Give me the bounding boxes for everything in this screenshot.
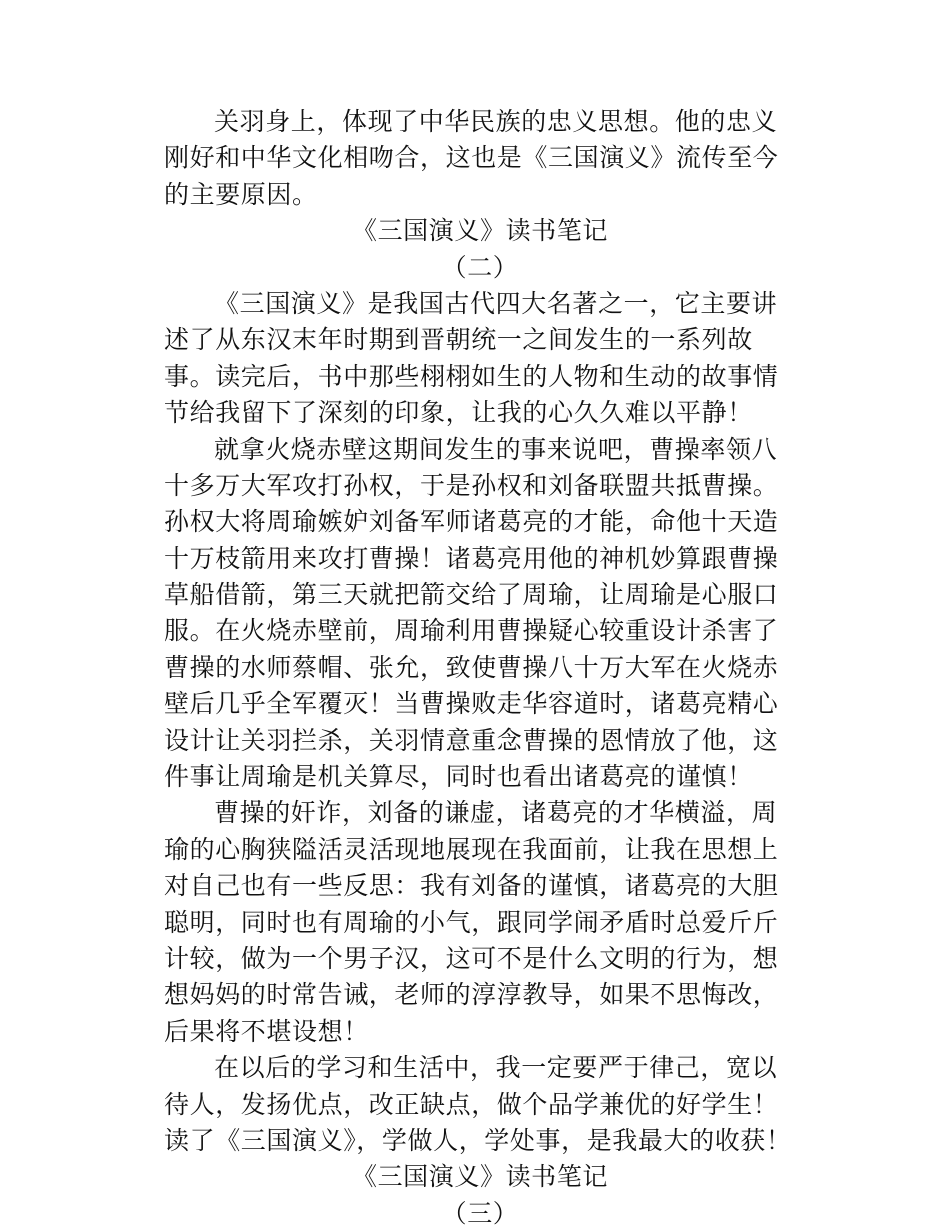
text-line: 节给我留下了深刻的印象，让我的心久久难以平静！ — [164, 398, 753, 428]
text-line: 读了《三国演义》，学做人，学处事，是我最大的收获！ — [164, 1125, 792, 1155]
text-line: 曹操的水师蔡帽、张允，致使曹操八十万大军在火烧赤 — [164, 652, 779, 682]
paragraph-intro-end — [164, 104, 796, 213]
text-line: 十多万大军攻打孙权，于是孙权和刘备联盟共抵曹操。 — [164, 470, 779, 500]
paragraph-2 — [164, 432, 796, 796]
text-line: 《三国演义》是我国古代四大名著之一，它主要讲 — [214, 288, 778, 318]
text-line: （二） — [441, 252, 519, 282]
text-line: 对自己也有一些反思：我有刘备的谨慎，诸葛亮的大胆 — [164, 871, 779, 901]
text-line: 服。在火烧赤壁前，周瑜利用曹操疑心较重设计杀害了 — [164, 616, 779, 646]
text-line: 述了从东汉末年时期到晋朝统一之间发生的一系列故 — [164, 325, 753, 355]
paragraph-1 — [164, 286, 796, 432]
text-line: 后果将不堪设想！ — [164, 1016, 369, 1046]
paragraph-3 — [164, 795, 796, 1050]
document-page — [164, 104, 796, 1232]
text-line: 的主要原因。 — [164, 179, 318, 209]
text-line: 《三国演义》读书笔记 — [351, 1162, 608, 1192]
section-number-3 — [164, 1196, 796, 1232]
section-number-2 — [164, 250, 796, 286]
text-line: 刚好和中华文化相吻合，这也是《三国演义》流传至今 — [164, 143, 779, 173]
text-line: 壁后几乎全军覆灭！当曹操败走华容道时，诸葛亮精心 — [164, 689, 779, 719]
paragraph-4 — [164, 1050, 796, 1159]
section-title-3 — [164, 1159, 796, 1195]
text-line: 聪明，同时也有周瑜的小气，跟同学闹矛盾时总爱斤斤 — [164, 907, 779, 937]
text-line: 在以后的学习和生活中，我一定要严于律己，宽以 — [214, 1053, 778, 1083]
text-line: 瑜的心胸狭隘活灵活现地展现在我面前，让我在思想上 — [164, 834, 779, 864]
text-line: 曹操的奸诈，刘备的谦虚，诸葛亮的才华横溢，周 — [214, 798, 778, 828]
text-line: 计较，做为一个男子汉，这可不是什么文明的行为，想 — [164, 943, 779, 973]
text-line: 事。读完后，书中那些栩栩如生的人物和生动的故事情 — [164, 361, 779, 391]
text-line: 就拿火烧赤壁这期间发生的事来说吧，曹操率领八 — [214, 434, 778, 464]
text-line: 十万枝箭用来攻打曹操！诸葛亮用他的神机妙算跟曹操 — [164, 543, 779, 573]
text-line: 设计让关羽拦杀，关羽情意重念曹操的恩情放了他，这 — [164, 725, 779, 755]
text-line: （三） — [441, 1198, 519, 1228]
text-line: 关羽身上，体现了中华民族的忠义思想。他的忠义 — [214, 107, 778, 136]
text-line: 《三国演义》读书笔记 — [351, 216, 608, 246]
text-line: 想妈妈的时常告诫，老师的淳淳教导，如果不思悔改， — [164, 980, 779, 1010]
text-line: 孙权大将周瑜嫉妒刘备军师诸葛亮的才能，命他十天造 — [164, 507, 779, 537]
text-line: 待人，发扬优点，改正缺点，做个品学兼优的好学生！ — [164, 1089, 779, 1119]
text-line: 草船借箭，第三天就把箭交给了周瑜，让周瑜是心服口 — [164, 580, 779, 610]
section-title-2 — [164, 213, 796, 249]
text-line: 件事让周瑜是机关算尽，同时也看出诸葛亮的谨慎！ — [164, 762, 753, 792]
